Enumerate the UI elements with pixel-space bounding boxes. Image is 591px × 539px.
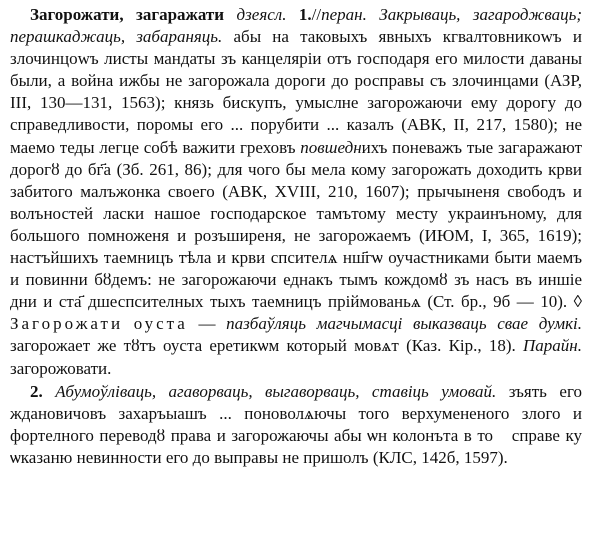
entry-text-run: Парайн. (523, 336, 582, 356)
entry-text-run: перан. Закрываць, загароджваць; перашкаджаць, забараняць. (10, 5, 583, 47)
entry-text-run: дзеясл. (224, 5, 299, 24)
entry-sense-1 (10, 4, 582, 380)
entry-text-run: — (187, 314, 227, 334)
entry-text-run: Абумоўліваць, агаворваць, выгаворваць, ставіць умовай. (42, 381, 497, 401)
entry-text-run: Загорожати, загаражати (30, 5, 225, 24)
entry-text-run: абы на таковыхъ явныхъ кгвалтовникowъ и злочинцowъ листы мандаты зъ канцеляріи отъ господаря его милости даваны были, а война ижбы не загорожала дороги до росправы съ злочинцами (АЗР, III, 130—131, 1563); князь бискупъ, умыслне загорожаючи ему дорогу до справедливости, поромы его ... порубити ... казалъ (АВК, II, 217, 1580); не маемо теды легце собѣ важити греховъ (10, 27, 582, 157)
entry-text-run: зъять его ждановичовъ захаръыашъ ... поноволѧючы того верхумененого злого и фортелного переводȣ права и загорожаючы абы ѡн колонъта в тоⷭ справе ку ѡказаню невинности его до выправы не пришолъ (КЛС, 142б, 1597). (10, 381, 582, 467)
dictionary-entry (10, 4, 582, 469)
entry-text-run: пазбаўляць магчымасці выказваць свае думкі. (226, 314, 583, 334)
entry-text-run: 2. (30, 381, 43, 401)
entry-text-run (123, 314, 134, 333)
entry-text-run: 1. (298, 5, 312, 24)
entry-text-run: Загорожати (10, 314, 124, 334)
entry-text-run: оуста (133, 314, 188, 334)
entry-text-run: загорожает же тȣтъ оуста еретикѡм который мовѧт (Каз. Кір., 18). (10, 336, 524, 356)
entry-text-run: // (311, 5, 322, 24)
entry-text-run: ихъ поневажъ тые загаражают дорогȣ до бг҃а (Зб. 261, 86); для чого бы мела кому загорожать доходить крви забитого малъжонка своего (АВК, XVIII, 210, 1607); прычыненя свободъ и волъностей ласки нашое господарское тамътому месту украинъному, для большого помноженя и розъширеня, не загорожаемъ (ИЮМ, I, 365, 1619); настъйшихъ таемницъ тѣла и крви спсителѧ нш҃гѡ оучастниками быти маемъ и повинни бȣдемъ: не загорожаючи еднакъ тымъ кождомȣ зъ насъ въ иншіе дни и ста҃ дшеспсителных тыхъ таемницъ пріймованьѧ (Ст. бр., 9б — 10). ◊ (10, 137, 583, 312)
entry-text-run: загорожовати. (10, 358, 112, 378)
entry-sense-2 (10, 381, 582, 469)
entry-text-run: повшедн (300, 137, 362, 157)
